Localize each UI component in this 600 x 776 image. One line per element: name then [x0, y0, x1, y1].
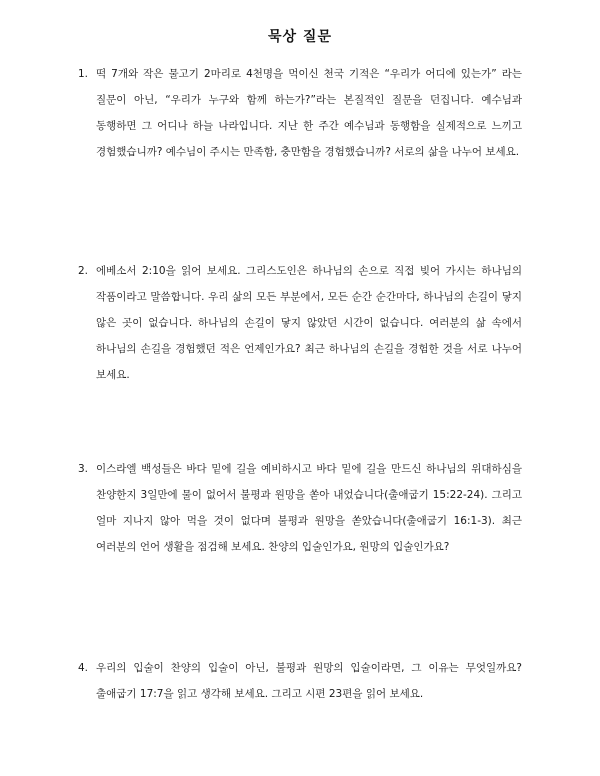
question-number: 1. [78, 68, 89, 80]
question-number: 2. [78, 265, 89, 277]
question-number: 4. [78, 662, 89, 674]
question-text: 우리의 입술이 찬양의 입술이 아닌, 불평과 원망의 입술이라면, 그 이유는 무엇일까요? 출애굽기 17:7을 읽고 생각해 보세요. 그리고 시편 23편을 읽어 보세요. [96, 662, 522, 700]
question-4 [78, 655, 522, 707]
question-3 [78, 456, 522, 560]
question-number: 3. [78, 463, 89, 475]
question-1 [78, 61, 522, 165]
question-2 [78, 258, 522, 388]
question-text: 에베소서 2:10을 읽어 보세요. 그리스도인은 하나님의 손으로 직접 빚어 가시는 하나님의 작품이라고 말씀합니다. 우리 삶의 모든 부분에서, 모든 순간 순간마다, 하나님의 손길이 닿지 않은 곳이 없습니다. 하나님의 손길이 닿지 않았던 시간이 없습니다. 여러분의 삶 속에서 하나님의 손길을 경험했던 적은 언제인가요? 최근 하나님의 손길을 경험한 것을 서로 나누어 보세요. [96, 265, 522, 381]
question-text: 떡 7개와 작은 물고기 2마리로 4천명을 먹이신 천국 기적은 “우리가 어디에 있는가” 라는 질문이 아닌, “우리가 누구와 함께 하는가?”라는 본질적인 질문을 던집니다. 예수님과 동행하면 그 어디나 하늘 나라입니다. 지난 한 주간 예수님과 동행함을 실제적으로 느끼고 경험했습니까? 예수님이 주시는 만족함, 충만함을 경험했습니까? 서로의 삶을 나누어 보세요. [96, 68, 522, 158]
page-title: 묵상 질문 [268, 29, 332, 45]
question-text: 이스라엘 백성들은 바다 밑에 길을 예비하시고 바다 밑에 길을 만드신 하나님의 위대하심을 찬양한지 3일만에 물이 없어서 불평과 원망을 쏟아 내었습니다(출애굽기 15:22-24). 그리고 얼마 지나지 않아 먹을 것이 없다며 불평과 원망을 쏟았습니다(출애굽기 16:1-3). 최근 여러분의 언어 생활을 점검해 보세요. 찬양의 입술인가요, 원망의 입술인가요? [96, 463, 522, 553]
